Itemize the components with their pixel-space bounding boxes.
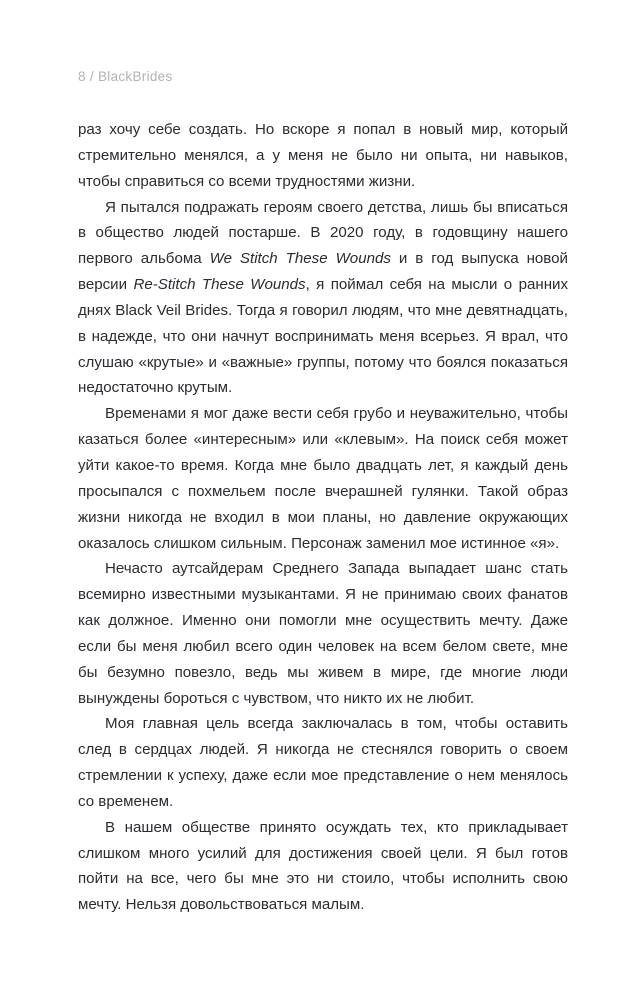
paragraph-6: В нашем обществе принято осуждать тех, кто прикладывает слишком много усилий для достижения своей цели. Я был готов пойти на все, чего бы мне это ни стоило, чтобы исполнить свою мечту. Нельзя довольствоваться малым. [78,818,568,914]
paragraph-5: Моя главная цель всегда заключалась в том, чтобы оставить след в сердцах людей. Я никогда не стеснялся говорить о своем стремлении к успеху, даже если мое представление о нем менялось со временем. [78,715,568,810]
body-text-block [78,117,568,918]
paragraph-2-part-3: и в год выпуска новой версии [78,250,568,294]
running-head: 8 / BlackBrides [78,69,173,84]
paragraph-2-part-1: Я пытался подражать героям своего детства, лишь бы вписаться в общество людей постарше. В 2020 году, в годовщину нашего первого альбома [78,198,568,268]
paragraph-4: Нечасто аутсайдерам Среднего Запада выпадает шанс стать всемирно известными музыкантами. Я не принимаю своих фанатов как должное. Именно они помогли мне осуществить мечту. Даже если бы меня любил всего один человек на всем белом свете, мне бы безумно повезло, ведь мы живем в мире, где многие люди вынуждены бороться с чувством, что никто их не любит. [78,560,568,707]
paragraph-2-part-5: , я поймал себя на мысли о ранних днях Black Veil Brides. Тогда я говорил людям, что мне девятнадцать, в надежде, что они начнут воспринимать меня всерьез. Я врал, что слушаю «крутые» и «важные» группы, потому что боялся показаться недостаточно крутым. [78,276,569,397]
paragraph-1: раз хочу себе создать. Но вскоре я попал в новый мир, который стремительно менялся, а у меня не было ни опыта, ни навыков, чтобы справиться со всеми трудностями жизни. [78,121,568,190]
paragraph-2 [78,195,568,402]
album-title-we-stitch-these-wounds: We Stitch These Wounds [209,250,391,268]
paragraph-3: Временами я мог даже вести себя грубо и неуважительно, чтобы казаться более «интересным» или «клевым». На поиск себя может уйти какое-то время. Когда мне было двадцать лет, я каждый день просыпался с похмельем после вчерашней гулянки. Такой образ жизни никогда не входил в мои планы, но давление окружающих оказалось слишком сильным. Персонаж заменил мое истинное «я». [78,405,568,552]
album-title-re-stitch-these-wounds: Re-Stitch These Wounds [133,276,306,294]
